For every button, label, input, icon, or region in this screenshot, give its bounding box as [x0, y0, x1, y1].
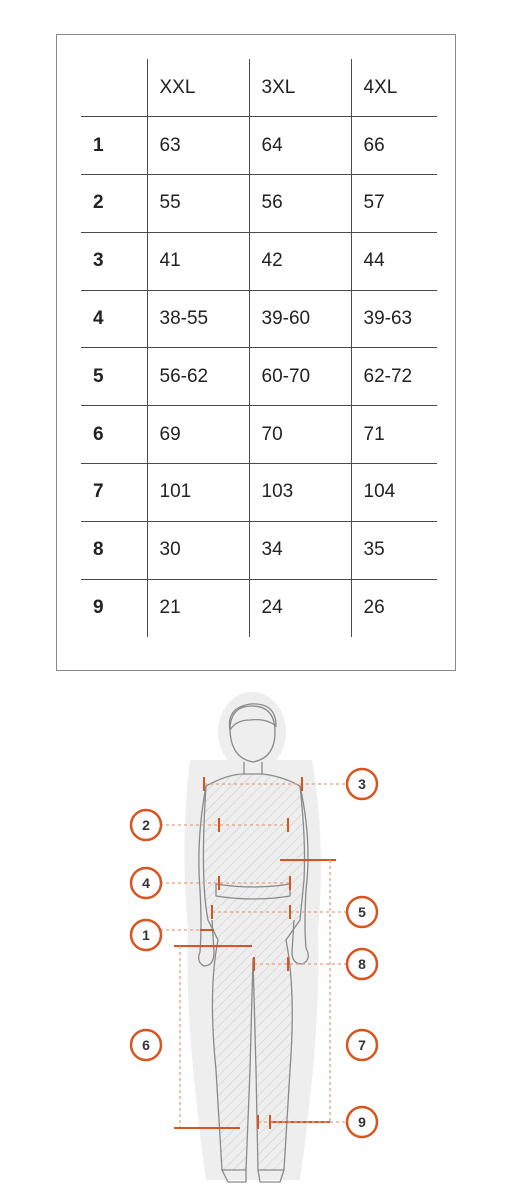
table-cell: 57	[351, 175, 437, 233]
table-cell: 24	[249, 579, 351, 637]
table-row	[81, 117, 437, 175]
row-label: 7	[81, 464, 147, 522]
table-cell: 69	[147, 406, 249, 464]
row-label: 6	[81, 406, 147, 464]
marker-2-label: 2	[142, 817, 150, 833]
table-row	[81, 406, 437, 464]
table-cell: 35	[351, 521, 437, 579]
marker-2	[131, 810, 161, 840]
marker-1-label: 1	[142, 927, 150, 943]
table-row	[81, 521, 437, 579]
table-row	[81, 348, 437, 406]
marker-9-label: 9	[358, 1114, 366, 1130]
marker-3-label: 3	[358, 776, 366, 792]
row-label: 9	[81, 579, 147, 637]
table-row	[81, 579, 437, 637]
table-cell: 64	[249, 117, 351, 175]
row-label: 3	[81, 232, 147, 290]
marker-4	[131, 868, 161, 898]
table-cell: 56	[249, 175, 351, 233]
table-cell: 34	[249, 521, 351, 579]
header-4xl: 4XL	[351, 59, 437, 117]
marker-5	[347, 897, 377, 927]
marker-3	[347, 769, 377, 799]
body-measurement-diagram	[0, 690, 507, 1200]
marker-6	[131, 1030, 161, 1060]
table-cell: 38-55	[147, 290, 249, 348]
table-cell: 60-70	[249, 348, 351, 406]
row-label: 5	[81, 348, 147, 406]
header-corner	[81, 59, 147, 117]
header-3xl: 3XL	[249, 59, 351, 117]
row-label: 1	[81, 117, 147, 175]
marker-7	[347, 1030, 377, 1060]
size-table	[81, 59, 437, 637]
row-label: 8	[81, 521, 147, 579]
table-cell: 71	[351, 406, 437, 464]
table-cell: 39-63	[351, 290, 437, 348]
marker-9	[347, 1107, 377, 1137]
table-row	[81, 464, 437, 522]
table-cell: 63	[147, 117, 249, 175]
table-cell: 66	[351, 117, 437, 175]
table-cell: 70	[249, 406, 351, 464]
table-cell: 104	[351, 464, 437, 522]
marker-1	[131, 920, 161, 950]
table-row	[81, 232, 437, 290]
table-row	[81, 175, 437, 233]
marker-8-label: 8	[358, 956, 366, 972]
table-cell: 42	[249, 232, 351, 290]
table-cell: 103	[249, 464, 351, 522]
marker-8	[347, 949, 377, 979]
header-xxl: XXL	[147, 59, 249, 117]
table-cell: 21	[147, 579, 249, 637]
table-cell: 26	[351, 579, 437, 637]
table-cell: 56-62	[147, 348, 249, 406]
marker-6-label: 6	[142, 1037, 150, 1053]
marker-4-label: 4	[142, 875, 150, 891]
table-header-row	[81, 59, 437, 117]
marker-7-label: 7	[358, 1037, 366, 1053]
table-cell: 39-60	[249, 290, 351, 348]
table-cell: 55	[147, 175, 249, 233]
size-chart-frame	[56, 34, 456, 671]
table-cell: 44	[351, 232, 437, 290]
table-row	[81, 290, 437, 348]
table-cell: 41	[147, 232, 249, 290]
row-label: 4	[81, 290, 147, 348]
table-cell: 101	[147, 464, 249, 522]
table-cell: 62-72	[351, 348, 437, 406]
row-label: 2	[81, 175, 147, 233]
table-cell: 30	[147, 521, 249, 579]
marker-5-label: 5	[358, 904, 366, 920]
